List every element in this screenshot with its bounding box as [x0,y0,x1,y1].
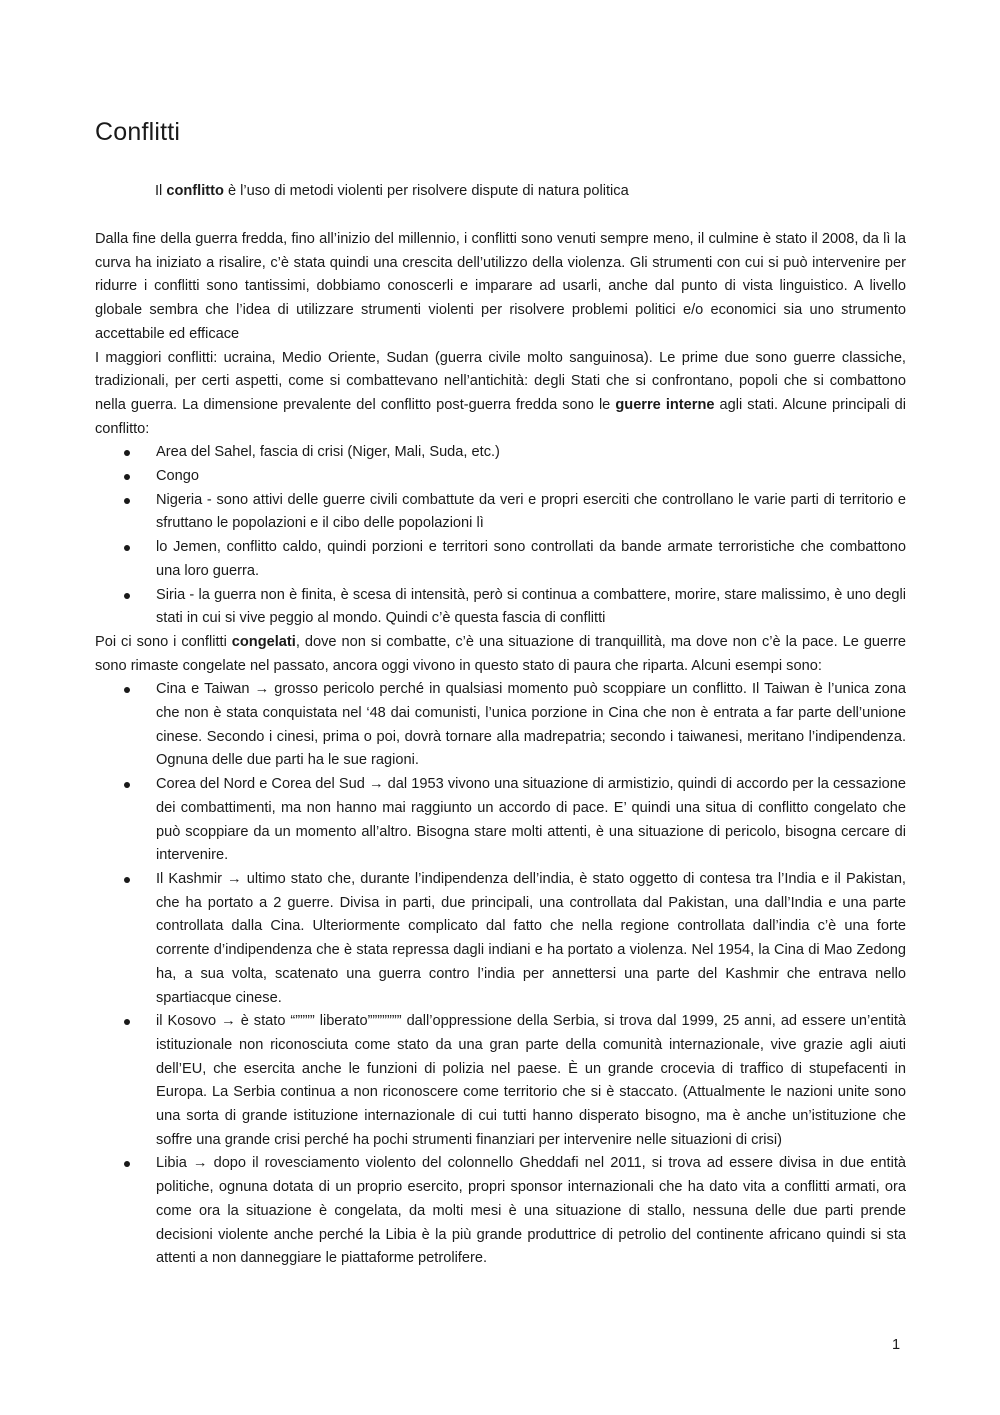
definition-prefix: Il [155,183,167,199]
bullet-icon [124,782,130,788]
page-number: 1 [892,1337,901,1353]
bullet-icon [124,687,130,693]
list-item [95,1010,906,1152]
frozen-conflicts-list [95,678,906,1271]
frozen-text-after: , dove non si combatte, c’è una situazione di tranquillità, ma dove non c’è la pace. Le guerre sono rimaste congelate nel passato, ancora oggi vivono in questo stato di paura che riparta. Alcuni esempi sono: [95,633,906,674]
list-item-text: lo Jemen, conflitto caldo, quindi porzioni e territori sono controllati da bande armate terroristiche che combattono una loro guerra. [156,539,906,579]
bullet-icon [124,1019,130,1025]
bullet-icon [124,450,130,456]
list-item [95,536,906,583]
intro-paragraph: Dalla fine della guerra fredda, fino all’inizio del millennio, i conflitti sono venuti sempre meno, il culmine è stato il 2008, da lì la curva ha iniziato a risalire, c’è stata quindi una crescita dell’utilizzo della violenza. Gli strumenti con cui si può intervenire per ridurre i conflitti sono tantissimi, dobbiamo conoscerli e imparare ad usarli, anche dal punto di vista linguistico. A livello globale sembra che l’idea di utilizzare strumenti violenti per risolvere problemi politici e/o economici sia uno strumento accettabile ed efficace [95,231,906,342]
frozen-conflicts-paragraph [95,631,906,678]
list-item [95,678,906,773]
frozen-text-before: Poi ci sono i conflitti [95,633,232,650]
list-item-text: Il Kashmir → ultimo stato che, durante l’indipendenza dell’india, è stato oggetto di contesa tra l’India e il Pakistan, che ha portato a 2 guerre. Divisa in parti, due principali, una controllata dal Pakistan, una dall’India e una parte controllata dalla Cina. Ulteriormente complicato dal fatto che nella regione controllata dall’india c’è una forte corrente d’indipendenza che è stata repressa dagli indiani e ha portato a violenza. Nel 1954, la Cina di Mao Zedong ha, a sua volta, scatenato una guerra contro l’india per annettersi una parte del Kashmir che entrava nello spartiacque cinese. [156,870,906,1006]
definition-term: conflitto [166,183,224,199]
list-item-text: Corea del Nord e Corea del Sud → dal 1953 vivono una situazione di armistizio, quindi di accordo per la cessazione dei combattimenti, ma non hanno mai raggiunto un accordo di pace. E’ quindi una situa di conflitto congelato che può scoppiare da un momento all’altro. Bisogna stare molti attenti, è una situazione di pericolo, bisogna cercare di intervenire. [156,776,906,864]
list-item [95,868,906,1010]
list-item [95,584,906,631]
bullet-icon [124,498,130,504]
page-title: Conflitti [95,118,181,146]
document-body [95,228,906,1271]
list-item [95,465,906,489]
major-text-after: agli stati. Alcune principali di conflitto: [95,396,907,437]
bullet-icon [124,545,130,551]
list-item [95,1152,906,1271]
major-text-before: I maggiori conflitti: ucraina, Medio Oriente, Sudan (guerra civile molto sanguinosa). Le prime due sono guerre classiche, tradizionali, per certi aspetti, come si combattevano nell’antichità: degli Stati che si confrontano, popoli che si combattono nella guerra. La dimensione prevalente del conflitto post-guerra fredda sono le [95,349,906,413]
bullet-icon [124,593,130,599]
list-item-text: Siria - la guerra non è finita, è scesa di intensità, però si continua a combattere, morire, stare malissimo, è uno degli stati in cui si vive peggio al mondo. Quindi c’è questa fascia di conflitti [156,586,906,627]
active-conflicts-list [95,441,906,631]
list-item-text: Area del Sahel, fascia di crisi (Niger, Mali, Suda, etc.) [156,444,500,461]
list-item [95,441,906,465]
definition-line [155,180,629,204]
bullet-icon [124,1161,130,1167]
list-item-text: Cina e Taiwan → grosso pericolo perché in qualsiasi momento può scoppiare un conflitto. Il Taiwan è l’unica zona che non è stata conquistata nel ‘48 dai comunisti, l’unica porzione in Cina che non è entrata a far parte dell’unione cinese. Secondo i cinesi, prima o poi, dovrà tornare alla madrepatria; secondo i taiwanesi, meritano l’indipendenza. Ognuna delle due parti ha le sue ragioni. [156,681,906,769]
list-item [95,489,906,536]
list-item-text: il Kosovo → è stato “”””” liberato””””””” dall’oppressione della Serbia, si trova dal 1999, 25 anni, ad essere un’entità istituzionale non riconosciuta come stato da una gran parte della comunità internazionale, vive grazie agli aiuti dell’EU, che esercita anche le funzioni di polizia nel paese. È un grande crocevia di traffico di stupefacenti in Europa. La Serbia continua a non riconoscere come territorio che si è staccato. (Attualmente le nazioni unite sono una sorta di grande istituzione internazionale di cui tutti hanno disperato bisogno, ma è anche un’istituzione che soffre una grande crisi perché ha pochi strumenti finanziari per intervenire nelle situazioni di crisi) [156,1013,906,1148]
list-item-text: Libia → dopo il rovesciamento violento del colonnello Gheddafi nel 2011, si trova ad essere divisa in due entità politiche, ognuna dotata di un proprio esercito, propri sponsor internazionali che ha dato vita a conflitti armati, ora come ora la situazione è congelata, da molti mesi è una situazione di stallo, nessuna delle due parti prende decisioni violente anche perché la Libia è la più grande produttrice di petrolio del continente africano quindi si sta attenti a non danneggiare le piattaforme petrolifere. [156,1155,906,1267]
major-conflicts-paragraph [95,347,906,442]
major-bold-term: guerre interne [615,396,715,413]
bullet-icon [124,474,130,480]
bullet-icon [124,877,130,883]
list-item-text: Congo [156,468,200,485]
list-item-text: Nigeria - sono attivi delle guerre civili combattute da veri e propri eserciti che controllano le varie parti di territorio e sfruttano le popolazioni e il cibo delle popolazioni lì [156,491,906,532]
list-item [95,773,906,868]
frozen-bold-term: congelati [231,633,296,650]
definition-suffix: è l’uso di metodi violenti per risolvere dispute di natura politica [223,183,629,199]
